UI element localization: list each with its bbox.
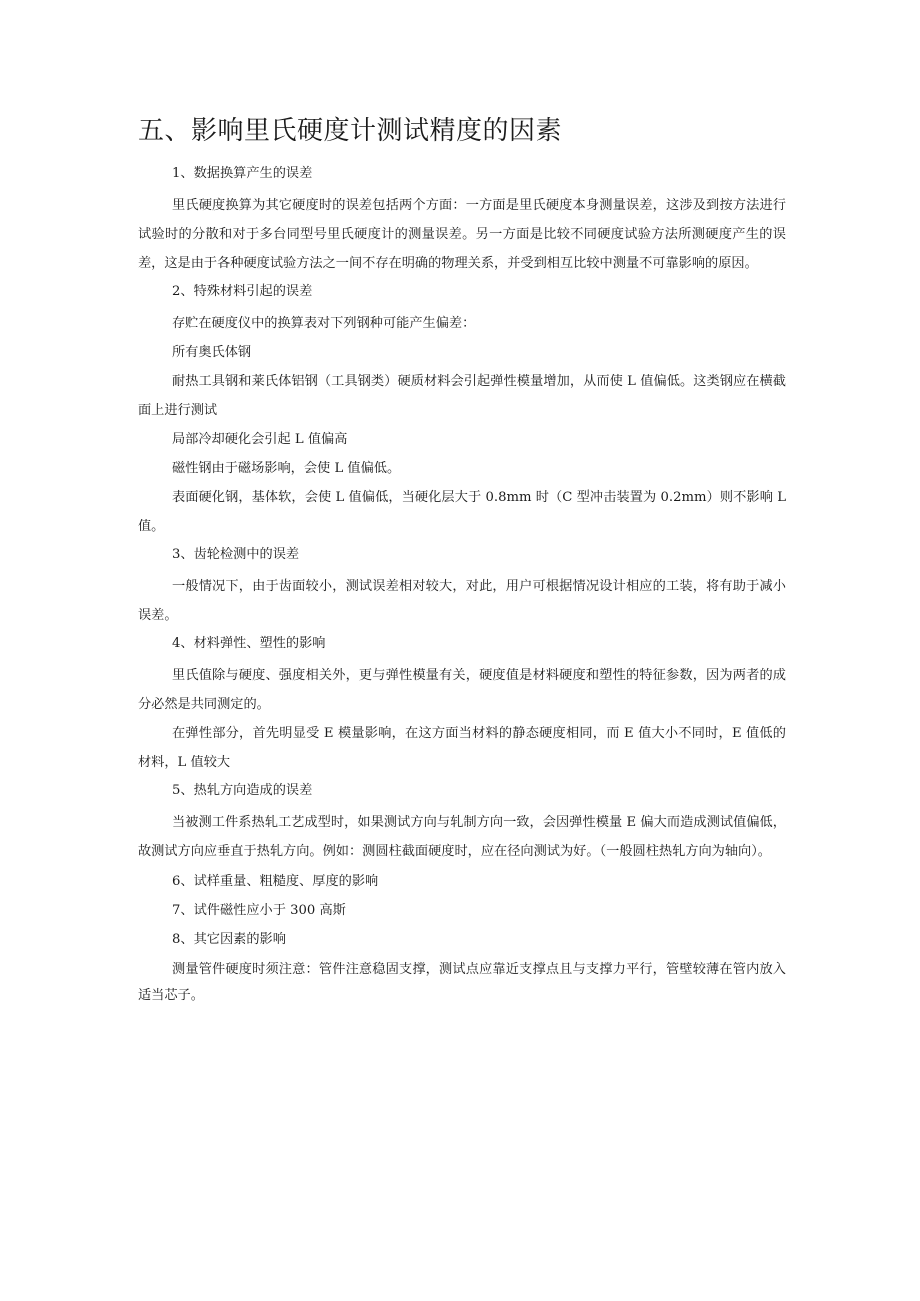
document-page <box>138 108 786 1009</box>
section-heading-2: 2、特殊材料引起的误差 <box>172 284 313 299</box>
section-heading-7: 7、试件磁性应小于 300 高斯 <box>172 903 346 918</box>
section-2-paragraph-4: 局部冷却硬化会引起 L 值偏高 <box>172 432 348 447</box>
section-2-paragraph-6: 表面硬化钢，基体软，会使 L 值偏低，当硬化层大于 0.8mm 时（C 型冲击装置为 0.2mm）则不影响 L 值。 <box>138 490 786 534</box>
section-5-paragraph-1: 当被测工件系热轧工艺成型时，如果测试方向与轧制方向一致，会因弹性模量 E 偏大而造成测试值偏低，故测试方向应垂直于热轧方向。例如：测圆柱截面硬度时，应在径向测试为好。（一般圆柱热轧方向为轴向）。 <box>138 815 786 859</box>
section-2-paragraph-1: 存贮在硬度仪中的换算表对下列钢种可能产生偏差： <box>172 316 476 331</box>
section-2-paragraph-5: 磁性钢由于磁场影响，会使 L 值偏低。 <box>172 461 401 476</box>
section-4-paragraph-2: 在弹性部分，首先明显受 E 模量影响，在这方面当材料的静态硬度相同，而 E 值大小不同时，E 值低的材料，L 值较大 <box>138 726 786 770</box>
section-4-paragraph-1: 里氏值除与硬度、强度相关外，更与弹性模量有关，硬度值是材料硬度和塑性的特征参数，因为两者的成分必然是共同测定的。 <box>138 668 786 712</box>
section-3-paragraph-1: 一般情况下，由于齿面较小，测试误差相对较大，对此，用户可根据情况设计相应的工装，将有助于减小误差。 <box>138 579 786 623</box>
section-2-paragraph-2: 所有奥氏体钢 <box>172 345 252 360</box>
section-8-paragraph-1: 测量管件硬度时须注意：管件注意稳固支撑，测试点应靠近支撑点且与支撑力平行，管壁较薄在管内放入适当芯子。 <box>138 962 786 1003</box>
section-heading-8: 8、其它因素的影响 <box>172 932 286 947</box>
section-heading-5: 5、热轧方向造成的误差 <box>172 783 313 798</box>
page-title: 五、影响里氏硬度计测试精度的因素 <box>138 116 563 146</box>
section-heading-4: 4、材料弹性、塑性的影响 <box>172 636 326 651</box>
section-heading-3: 3、齿轮检测中的误差 <box>172 547 300 562</box>
section-1-paragraph-1: 里氏硬度换算为其它硬度时的误差包括两个方面：一方面是里氏硬度本身测量误差，这涉及到按方法进行试验时的分散和对于多台同型号里氏硬度计的测量误差。另一方面是比较不同硬度试验方法所测硬度产生的误差，这是由于各种硬度试验方法之一间不存在明确的物理关系，并受到相互比较中测量不可靠影响的原因。 <box>138 198 786 271</box>
section-2-paragraph-3: 耐热工具钢和莱氏体铝钢（工具钢类）硬质材料会引起弹性模量增加，从而使 L 值偏低。这类钢应在横截面上进行测试 <box>138 374 786 418</box>
section-heading-6: 6、试样重量、粗糙度、厚度的影响 <box>172 874 379 889</box>
section-heading-1: 1、数据换算产生的误差 <box>172 166 313 181</box>
